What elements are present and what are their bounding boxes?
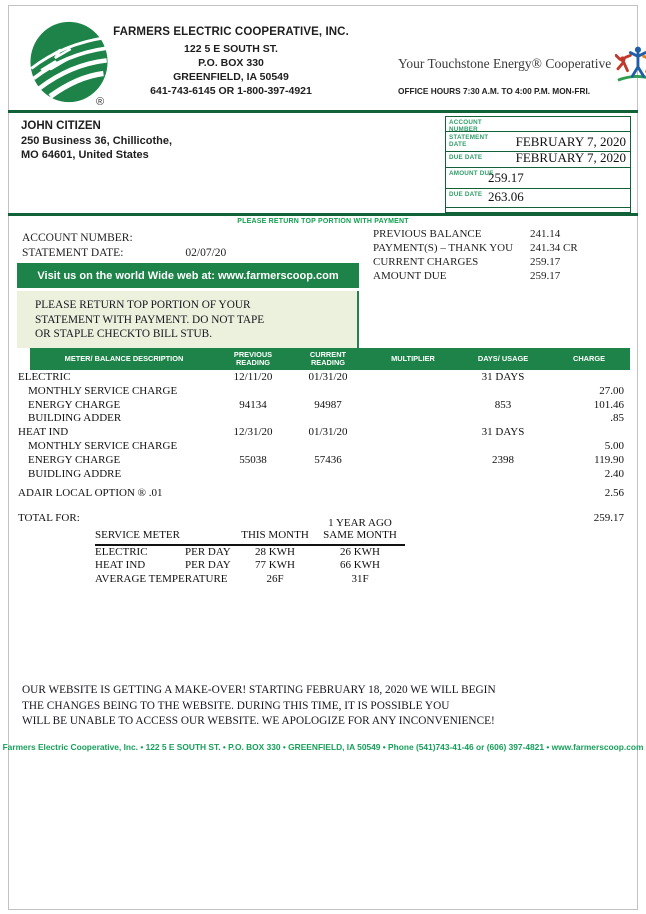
previous-balance-label: PREVIOUS BALANCE [373, 228, 482, 240]
year-ago-label: 1 YEAR AGO [328, 517, 392, 529]
bill-stub-notice-box [17, 291, 359, 348]
office-hours: OFFICE HOURS 7:30 A.M. TO 4:00 P.M. MON-FRI. [398, 86, 591, 96]
header-days-usage: DAYS/ USAGE [477, 354, 529, 363]
customer-address-line2: MO 64601, United States [21, 149, 149, 161]
due-date2-label: DUE DATE [449, 191, 483, 198]
header-current-reading: CURRENT READING [309, 350, 347, 367]
customer-address-line1: 250 Business 36, Chillicothe, [21, 134, 173, 147]
payments-value: 241.34 CR [530, 242, 578, 254]
meter-table-header [30, 348, 630, 370]
due-date-label: DUE DATE [449, 154, 483, 161]
payments-label: PAYMENT(S) – THANK YOU [373, 242, 514, 254]
account-number-row [446, 117, 630, 132]
table-row: MONTHLY SERVICE CHARGE 5.00 [28, 439, 624, 452]
touchstone-energy-logo-icon [615, 44, 646, 84]
current-charges-row [373, 255, 635, 269]
return-top-portion-notice: PLEASE RETURN TOP PORTION WITH PAYMENT [237, 218, 409, 225]
usage-row-temperature: AVERAGE TEMPERATURE 26F 31F [95, 572, 369, 585]
statement-date-field-label: STATEMENT DATE: [22, 247, 124, 259]
website-banner: Visit us on the world Wide web at: www.farmerscoop.com [17, 263, 359, 288]
table-row: BUILDING ADDER .85 [28, 412, 624, 425]
table-row: MONTHLY SERVICE CHARGE 27.00 [28, 384, 624, 397]
divider-line [8, 110, 638, 113]
touchstone-energy-block [398, 44, 642, 96]
due-date-value: FEBRUARY 7, 2020 [515, 150, 626, 165]
footer-contact-line: Farmers Electric Cooperative, Inc. • 122 5 E SOUTH ST. • P.O. BOX 330 • GREENFIELD, IA 50549 • Phone (541)743-41-46 or (606) 397-4821 • www.farmerscoop.com [2, 742, 644, 752]
account-number-field-label: ACCOUNT NUMBER: [22, 232, 133, 244]
stub-notice-line2: STATEMENT WITH PAYMENT. DO NOT TAPE [35, 313, 265, 326]
statement-date-row [446, 132, 630, 152]
header-multiplier: MULTIPLIER [391, 354, 435, 363]
account-number-label: ACCOUNT NUMBER [449, 119, 482, 133]
this-month-header: THIS MONTH [241, 529, 309, 541]
amount-due-summary-value: 259.17 [530, 270, 561, 282]
amount-due-value: 259.17 [488, 170, 524, 185]
header-charge: CHARGE [572, 354, 606, 363]
usage-row-electric: ELECTRIC PER DAY 28 KWH 26 KWH [95, 545, 381, 558]
header-meter-balance-description: METER/ BALANCE DESCRIPTION [64, 354, 184, 363]
total-row: TOTAL FOR: 259.17 [18, 512, 624, 525]
due-date2-value: 263.06 [488, 189, 524, 204]
table-row: HEAT IND 12/31/20 01/31/20 31 DAYS [18, 426, 525, 439]
amount-due-summary-row [373, 269, 635, 283]
stub-notice-line3: OR STAPLE CHECKTO BILL STUB. [35, 328, 213, 340]
company-street: 122 5 E SOUTH ST. [184, 43, 278, 55]
company-name: FARMERS ELECTRIC COOPERATIVE, INC. [113, 26, 349, 38]
company-city: GREENFIELD, IA 50549 [173, 71, 289, 83]
amount-due-summary-label: AMOUNT DUE [373, 270, 447, 282]
adair-local-option-row: ADAIR LOCAL OPTION ® .01 2.56 [18, 487, 624, 500]
table-row: BUIDLING ADDRE 2.40 [28, 467, 624, 480]
balance-summary [373, 227, 635, 283]
current-charges-value: 259.17 [530, 256, 561, 268]
customer-name: JOHN CITIZEN [21, 120, 101, 132]
service-meter-header: SERVICE METER [95, 529, 180, 541]
touchstone-tagline: Your Touchstone Energy® Cooperative [398, 56, 612, 71]
amount-due-row [446, 168, 630, 189]
website-makeover-notice: OUR WEBSITE IS GETTING A MAKE-OVER! STARTING FEBRUARY 18, 2020 WE WILL BEGIN THE CHANGES BEING TO THE WEBSITE. DURING THIS TIME, IT IS POSSIBLE YOU WILL BE UNABLE TO ACCESS OUR WEBSITE. WE APOLOGIZE FOR ANY INCONVENIENCE! [22, 684, 496, 727]
payments-row [373, 241, 635, 255]
table-row: ENERGY CHARGE 55038 57436 2398 119.90 [28, 453, 624, 466]
meter-table-body [18, 371, 630, 526]
due-date-row [446, 152, 630, 168]
usage-comparison-table [95, 517, 405, 586]
year-ago-header [95, 517, 405, 529]
account-summary-box [445, 116, 631, 213]
customer-address-block [21, 119, 172, 163]
previous-balance-value: 241.14 [530, 228, 561, 240]
statement-date-value: FEBRUARY 7, 2020 [515, 134, 626, 149]
header-previous-reading: PREVIOUS READING [233, 350, 273, 367]
amount-due-label: AMOUNT DUE [449, 170, 494, 177]
company-phones: 641-743-6145 OR 1-800-397-4921 [150, 85, 312, 97]
same-month-header: SAME MONTH [323, 529, 397, 541]
statement-date-field-value: 02/07/20 [185, 247, 227, 259]
registered-trademark-symbol: ® [96, 96, 105, 108]
statement-info [22, 231, 352, 261]
usage-table-header [95, 529, 405, 546]
previous-balance-row [373, 227, 635, 241]
company-address-block [112, 26, 350, 98]
current-charges-label: CURRENT CHARGES [373, 256, 479, 268]
usage-row-heat: HEAT IND PER DAY 77 KWH 66 KWH [95, 559, 381, 571]
statement-date-label: STATEMENT DATE [449, 134, 489, 148]
company-po-box: P.O. BOX 330 [198, 57, 264, 69]
farmers-electric-logo-icon [28, 20, 110, 104]
empty-row [446, 208, 630, 212]
table-row: ELECTRIC 12/11/20 01/31/20 31 DAYS [18, 371, 525, 383]
due-amount-row [446, 189, 630, 208]
table-row: ENERGY CHARGE 94134 94987 853 101.46 [28, 398, 624, 411]
divider-line [8, 213, 638, 216]
stub-notice-line1: PLEASE RETURN TOP PORTION OF YOUR [35, 299, 251, 311]
